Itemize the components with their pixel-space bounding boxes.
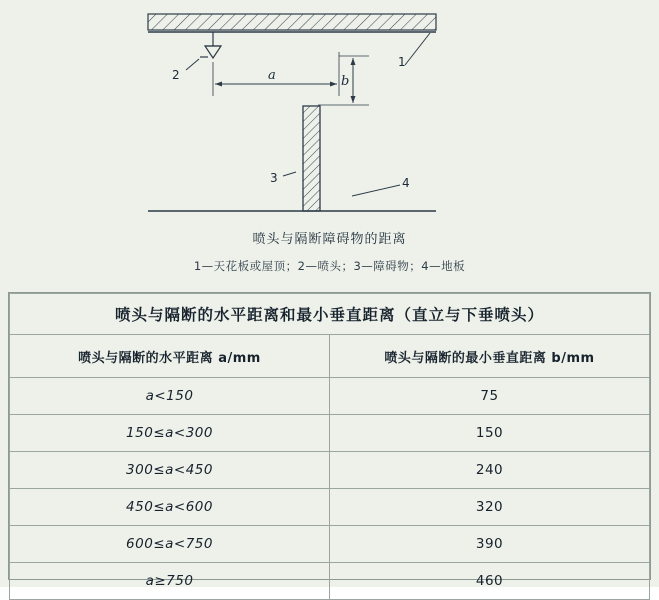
table-header-row (10, 335, 650, 378)
dimension-label-a: a (268, 68, 276, 83)
leader-ceiling (405, 33, 430, 65)
cell-b-2: 150 (330, 415, 650, 452)
table-row (10, 452, 650, 489)
cell-a-4: 450≤a<600 (10, 489, 330, 526)
cell-a-3: 300≤a<450 (10, 452, 330, 489)
dimension-a (213, 52, 339, 96)
cell-b-3: 240 (330, 452, 650, 489)
figure-legend: 1—天花板或屋顶；2—喷头；3—障碍物；4—地板 (193, 259, 466, 273)
dimension-label-b: b (341, 74, 350, 89)
cell-a-6: a≥750 (10, 563, 330, 600)
cell-b-5: 390 (330, 526, 650, 563)
table-row (10, 415, 650, 452)
table-row (10, 563, 650, 600)
data-table-panel (8, 292, 651, 589)
table-title: 喷头与隔断的水平距离和最小垂直距离（直立与下垂喷头） (10, 294, 650, 335)
label-2: 2 (172, 68, 180, 82)
cell-b-1: 75 (330, 378, 650, 415)
obstruction-partition (283, 106, 320, 211)
table-row (10, 378, 650, 415)
cell-b-6: 460 (330, 563, 650, 600)
column-header-horizontal-distance: 喷头与隔断的水平距离 a/mm (10, 335, 330, 378)
sprinkler-head (186, 32, 221, 70)
table-title-row (10, 294, 650, 335)
cell-a-5: 600≤a<750 (10, 526, 330, 563)
distance-table (9, 293, 650, 600)
ceiling-slab (148, 14, 436, 32)
label-1: 1 (398, 55, 406, 69)
label-3: 3 (270, 171, 278, 185)
table-row (10, 489, 650, 526)
floor-line (148, 185, 436, 211)
table-row (10, 526, 650, 563)
cell-b-4: 320 (330, 489, 650, 526)
cell-a-2: 150≤a<300 (10, 415, 330, 452)
column-header-vertical-distance: 喷头与隔断的最小垂直距离 b/mm (330, 335, 650, 378)
figure-caption: 喷头与隔断障碍物的距离 (252, 232, 407, 247)
cell-a-1: a<150 (10, 378, 330, 415)
label-4: 4 (402, 176, 410, 190)
diagram-panel (0, 0, 659, 287)
